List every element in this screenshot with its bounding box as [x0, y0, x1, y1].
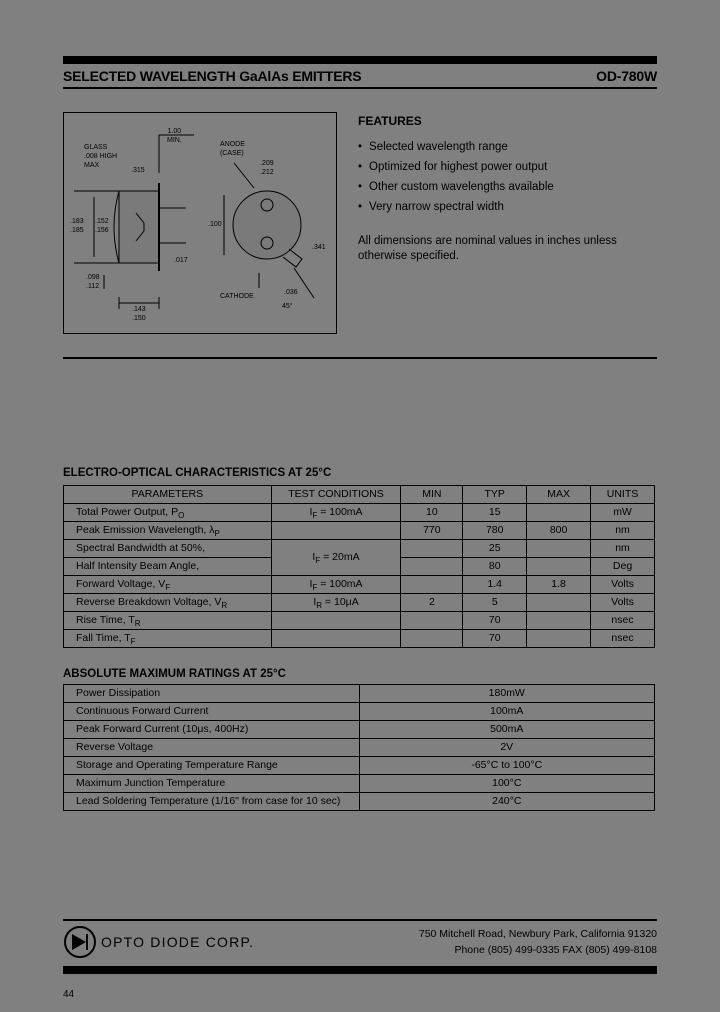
dim-152: .152 .156: [95, 218, 109, 234]
typ-cell: 780: [463, 522, 527, 540]
top-rule: [63, 56, 657, 64]
typ-cell: 1.4: [463, 576, 527, 594]
cond-cell: $I_F = 100mA$: [271, 504, 401, 522]
min-cell: [401, 630, 463, 648]
dimensions-note: All dimensions are nominal values in inches unless otherwise specified.: [358, 235, 617, 262]
unit-cell: Volts: [591, 576, 655, 594]
max-cell: [527, 612, 591, 630]
typ-cell: 25: [463, 540, 527, 558]
min-cell: 2: [401, 594, 463, 612]
table-row: [64, 504, 655, 522]
min-cell: [401, 540, 463, 558]
unit-cell: nsec: [591, 630, 655, 648]
dim-143: .143 .150: [132, 306, 146, 322]
company-name: OPTO DIODE CORP.: [101, 934, 255, 950]
amr-heading: ABSOLUTE MAXIMUM RATINGS AT 25°C: [63, 668, 286, 680]
col-header: MIN: [401, 486, 463, 504]
cond-cell: [271, 612, 401, 630]
dim-315: .315: [131, 167, 145, 174]
package-drawing: [63, 112, 337, 334]
table-row: [64, 685, 655, 703]
rating-param: Peak Forward Current (10μs, 400Hz): [64, 721, 360, 739]
param-cell: Forward Voltage, $V_F$: [64, 576, 272, 594]
part-number: OD-780W: [596, 68, 657, 84]
dim-209: .209 .212: [260, 160, 274, 176]
typ-cell: 80: [463, 558, 527, 576]
unit-cell: Volts: [591, 594, 655, 612]
dim-183: .183 .185: [70, 218, 84, 234]
rating-value: 100°C: [359, 775, 654, 793]
unit-cell: nm: [591, 540, 655, 558]
footer-rule-top: [63, 919, 657, 921]
eo-header-row: [64, 486, 655, 504]
param-cell: Fall Time, $T_F$: [64, 630, 272, 648]
company-logo: [63, 925, 97, 959]
min-cell: [401, 576, 463, 594]
max-cell: 1.8: [527, 576, 591, 594]
rating-value: 2V: [359, 739, 654, 757]
section-rule: [63, 357, 657, 359]
rating-value: 180mW: [359, 685, 654, 703]
table-row: [64, 612, 655, 630]
table-row: [64, 540, 655, 558]
dim-100b: .100: [208, 221, 222, 228]
cond-cell: $I_F = 100mA$: [271, 576, 401, 594]
page-title: SELECTED WAVELENGTH GaAlAs EMITTERS: [63, 68, 362, 84]
diode-logo-icon: [63, 925, 97, 959]
typ-cell: 70: [463, 612, 527, 630]
table-row: [64, 630, 655, 648]
dim-017: .017: [174, 257, 188, 264]
eo-heading: ELECTRO-OPTICAL CHARACTERISTICS AT 25°C: [63, 467, 332, 479]
eo-table: [63, 485, 655, 648]
param-cell: Peak Emission Wavelength, $\lambda_P$: [64, 522, 272, 540]
table-row: [64, 522, 655, 540]
col-header: UNITS: [591, 486, 655, 504]
min-cell: 770: [401, 522, 463, 540]
feature-item: • Other custom wavelengths available: [358, 177, 554, 197]
dim-036: .036: [284, 289, 298, 296]
max-cell: 800: [527, 522, 591, 540]
unit-cell: Deg: [591, 558, 655, 576]
max-cell: [527, 558, 591, 576]
table-row: [64, 576, 655, 594]
col-header: PARAMETERS: [64, 486, 272, 504]
min-cell: 10: [401, 504, 463, 522]
max-cell: [527, 594, 591, 612]
rating-value: -65°C to 100°C: [359, 757, 654, 775]
table-row: [64, 739, 655, 757]
glass-label: GLASS .008 HIGH MAX: [84, 144, 118, 169]
company-address: 750 Mitchell Road, Newbury Park, California 91320 Phone (805) 499-0335 FAX (805) 499-8108: [418, 928, 657, 956]
feature-item: • Optimized for highest power output: [358, 157, 554, 177]
dim-lead-length: 1.00 MIN.: [167, 128, 182, 144]
param-cell: Half Intensity Beam Angle,: [64, 558, 272, 576]
table-row: [64, 594, 655, 612]
cond-cell: [271, 522, 401, 540]
rating-value: 500mA: [359, 721, 654, 739]
max-cell: [527, 540, 591, 558]
rating-param: Maximum Junction Temperature: [64, 775, 360, 793]
dim-098: .098 .112: [86, 274, 100, 290]
typ-cell: 5: [463, 594, 527, 612]
param-cell: Rise Time, $T_R$: [64, 612, 272, 630]
typ-cell: 15: [463, 504, 527, 522]
min-cell: [401, 612, 463, 630]
min-cell: [401, 558, 463, 576]
footer-rule-bottom: [63, 966, 657, 974]
amr-table: [63, 684, 655, 811]
unit-cell: nm: [591, 522, 655, 540]
page-number: 44: [63, 989, 75, 1000]
typ-cell: 70: [463, 630, 527, 648]
table-row: [64, 775, 655, 793]
col-header: TEST CONDITIONS: [271, 486, 401, 504]
features-heading: FEATURES: [358, 114, 422, 128]
anode-label: ANODE (CASE): [220, 141, 245, 157]
rating-param: Storage and Operating Temperature Range: [64, 757, 360, 775]
param-cell: Spectral Bandwidth at 50%,: [64, 540, 272, 558]
rating-param: Reverse Voltage: [64, 739, 360, 757]
param-cell: Total Power Output, $P_O$: [64, 504, 272, 522]
rating-param: Power Dissipation: [64, 685, 360, 703]
param-cell: Reverse Breakdown Voltage, $V_R$: [64, 594, 272, 612]
cond-cell: $I_F = 20mA$: [271, 540, 401, 576]
cond-cell: $I_R = 10\mu A$: [271, 594, 401, 612]
col-header: MAX: [527, 486, 591, 504]
table-row: [64, 793, 655, 811]
unit-cell: mW: [591, 504, 655, 522]
rating-param: Lead Soldering Temperature (1/16" from case for 10 sec): [64, 793, 360, 811]
rating-value: 240°C: [359, 793, 654, 811]
dim-45: 45°: [282, 303, 293, 310]
rating-value: 100mA: [359, 703, 654, 721]
title-underline: [63, 87, 657, 89]
dim-341: .341: [312, 244, 326, 251]
table-row: [64, 757, 655, 775]
cathode-label: CATHODE: [220, 293, 254, 300]
cond-cell: [271, 630, 401, 648]
feature-item: • Selected wavelength range: [358, 137, 554, 157]
table-row: [64, 703, 655, 721]
table-row: [64, 721, 655, 739]
max-cell: [527, 504, 591, 522]
col-header: TYP: [463, 486, 527, 504]
unit-cell: nsec: [591, 612, 655, 630]
feature-item: • Very narrow spectral width: [358, 197, 554, 217]
max-cell: [527, 630, 591, 648]
rating-param: Continuous Forward Current: [64, 703, 360, 721]
features-list: [358, 137, 554, 217]
